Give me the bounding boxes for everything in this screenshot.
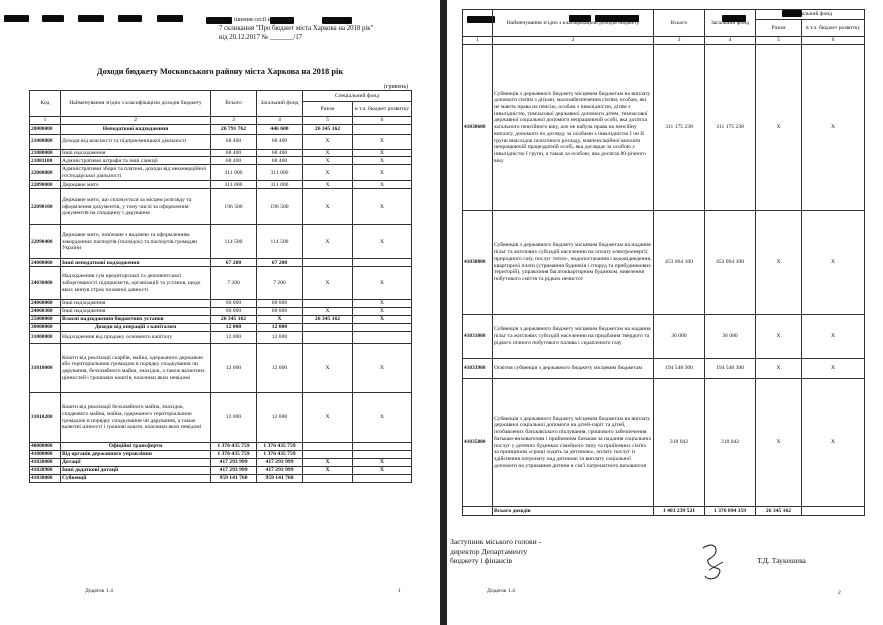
- row-general: 60 000: [257, 300, 303, 308]
- row-special: [303, 324, 353, 332]
- row-special: X: [303, 467, 353, 475]
- row-dev: X: [353, 467, 412, 475]
- row-general: 12 000: [257, 332, 303, 344]
- row-dev: X: [353, 149, 412, 157]
- header-convocation-line: 7 скликання "Про бюджет міста Харкова на 2018 рік": [219, 25, 374, 32]
- row-name: Надходження сум кредиторської та депонентської заборгованості підприємств, організацій та установ, щодо яких минув строк позовної давності: [61, 267, 211, 300]
- table-row: [30, 475, 412, 483]
- row-name: Доходи від власності та підприємницької діяльності: [61, 134, 211, 149]
- row-total: 311 000: [211, 165, 257, 181]
- row-name: Інші неподаткові надходження: [61, 259, 211, 267]
- row-name: Власні надходження бюджетних установ: [61, 316, 211, 324]
- col-number: 4: [257, 117, 303, 125]
- row-special: 26 345 162: [303, 124, 353, 134]
- table-row: [30, 443, 412, 451]
- header-decision-line: ішення сесії ької ради: [234, 16, 292, 23]
- row-total: 196 500: [211, 189, 257, 225]
- row-general: 311 000: [257, 165, 303, 181]
- col-number-row: [463, 37, 865, 45]
- row-name: Адміністративні збори та платежі, доходи від некомерційної господарської діяльності: [61, 165, 211, 181]
- row-general: 417 293 999: [257, 459, 303, 467]
- footer-annex-label: Додаток 1.4: [85, 588, 113, 594]
- row-total: 1 403 239 521: [654, 507, 705, 516]
- col-number: 3: [654, 37, 705, 45]
- row-special: [303, 332, 353, 344]
- signatory-title-line1: Заступник міського голови -: [450, 537, 542, 546]
- row-dev: X: [802, 359, 865, 379]
- table-row: [30, 324, 412, 332]
- row-total: 67 200: [211, 259, 257, 267]
- row-special: X: [303, 165, 353, 181]
- row-dev: [353, 451, 412, 459]
- row-code: 41030000: [30, 475, 61, 483]
- row-special: X: [303, 134, 353, 149]
- row-name: Субвенція з державного бюджету місцевим бюджетам на надання пільг та житлових субсидій населенню на оплату електроенергії, природного газу, послуг тепло-, водопостачання і водовідведення, квартирної плати (утримання будинків і споруд та прибудинкових територій), управління багатоквартирним будинком, вивезення побутового сміття та рідких нечистот: [493, 211, 654, 315]
- row-dev: [353, 124, 412, 134]
- row-dev: [802, 507, 865, 516]
- redaction-bar: [322, 17, 352, 24]
- row-dev: [353, 443, 412, 451]
- row-special: X: [303, 181, 353, 189]
- row-total: 453 064 100: [654, 211, 705, 315]
- table-row: [30, 259, 412, 267]
- row-general: 959 141 760: [257, 475, 303, 483]
- row-special: X: [756, 315, 802, 359]
- unit-label: (гривень): [384, 84, 409, 90]
- col-number: 1: [463, 37, 493, 45]
- row-code: 41031000: [463, 315, 493, 359]
- table-row: [30, 393, 412, 443]
- col-header-general: Загальний фонд: [257, 91, 303, 117]
- col-header-special-total: Разом: [756, 20, 802, 37]
- row-name: Інші надходження: [61, 149, 211, 157]
- row-total: 959 141 760: [211, 475, 257, 483]
- row-general: 12 000: [257, 393, 303, 443]
- row-code: 22090000: [30, 181, 61, 189]
- row-code: 31000000: [30, 332, 61, 344]
- col-header-general: Загальний фонд: [705, 10, 756, 37]
- row-name: Надходження від продажу основного капіталу: [61, 332, 211, 344]
- row-total: 417 293 999: [211, 467, 257, 475]
- row-dev: X: [353, 157, 412, 165]
- row-general: 1 376 435 759: [257, 443, 303, 451]
- table-row: [463, 45, 865, 211]
- row-special: X: [303, 393, 353, 443]
- col-header-name: Найменування згідно з класифікацією доходів бюджету: [493, 10, 654, 37]
- row-name: Кошти від реалізації скарбів, майна, одержаного державою або територіальною громадою в порядку спадкування чи дарування, безхазяйного майна, знахідок, а також валютних цінностей і грошових коштів, власники яких невідомі: [61, 344, 211, 393]
- table-row: [30, 451, 412, 459]
- row-code: 41030800: [463, 211, 493, 315]
- row-special: X: [303, 157, 353, 165]
- signatory-name: Т.Д. Таукешева: [757, 556, 806, 565]
- page-number: 1: [398, 588, 401, 594]
- row-general: 7 200: [257, 267, 303, 300]
- row-special: X: [303, 344, 353, 393]
- row-code: 22000000: [30, 165, 61, 181]
- col-number: 2: [61, 117, 211, 125]
- row-general: 114 500: [257, 225, 303, 259]
- row-general: 36 080: [705, 315, 756, 359]
- header-date-line: від 20.12.2017 № _______/17: [219, 34, 303, 41]
- table-row: [30, 134, 412, 149]
- row-code: 24060300: [30, 308, 61, 316]
- row-code: 20000000: [30, 124, 61, 134]
- table-row: [30, 316, 412, 324]
- row-general: 311 000: [257, 181, 303, 189]
- row-code: 41000000: [30, 451, 61, 459]
- row-dev: X: [353, 165, 412, 181]
- col-number: 4: [705, 37, 756, 45]
- row-general: 68 400: [257, 149, 303, 157]
- page-number: 2: [838, 590, 841, 596]
- row-dev: X: [353, 189, 412, 225]
- col-number: 6: [802, 37, 865, 45]
- row-special: [303, 443, 353, 451]
- row-special: X: [756, 211, 802, 315]
- row-dev: X: [802, 45, 865, 211]
- row-name: Інші надходження: [61, 300, 211, 308]
- row-name: Державне мито, що сплачується за місцем розгляду та оформлення документів, у тому числі за оформлення документів на спадщину і дарування: [61, 189, 211, 225]
- col-number: 3: [211, 117, 257, 125]
- row-total: 60 000: [211, 300, 257, 308]
- revenue-table: [29, 90, 412, 483]
- handwritten-signature: [697, 540, 731, 584]
- row-total: 194 548 300: [654, 359, 705, 379]
- row-dev: X: [353, 344, 412, 393]
- row-special: [303, 259, 353, 267]
- table-row: [463, 211, 865, 315]
- row-special: 26 345 162: [303, 316, 353, 324]
- row-name: Дотації: [61, 459, 211, 467]
- row-dev: X: [353, 316, 412, 324]
- revenue-table-continued: [462, 9, 865, 516]
- row-special: X: [756, 45, 802, 211]
- row-general: 1 376 894 359: [705, 507, 756, 516]
- row-name: Офіційні трансферти: [61, 443, 211, 451]
- row-code: 24060000: [30, 300, 61, 308]
- row-name: Субвенція з державного бюджету місцевим бюджетам на надання пільг та житлових субсидій населенню на придбання твердого та рідкого пічного побутового палива і скрапленого газу: [493, 315, 654, 359]
- row-name: Інші додаткові дотації: [61, 467, 211, 475]
- row-total: 417 293 999: [211, 459, 257, 467]
- document-title: Доходи бюджету Московського району міста Харкова на 2018 рік: [96, 67, 344, 76]
- row-dev: X: [353, 459, 412, 467]
- table-row: [30, 181, 412, 189]
- row-general: 446 600: [257, 124, 303, 134]
- table-row: [30, 165, 412, 181]
- row-code: 31010000: [30, 344, 61, 393]
- col-number-row: [30, 117, 412, 125]
- row-special: X: [303, 189, 353, 225]
- col-number: 5: [303, 117, 353, 125]
- table-row: [30, 467, 412, 475]
- row-general: 196 500: [257, 189, 303, 225]
- total-row: [463, 507, 865, 516]
- row-dev: X: [802, 379, 865, 507]
- row-special: X: [303, 225, 353, 259]
- row-name: Субвенція з державного бюджету місцевим бюджетам на виплату допомоги сім'ям з дітьми, малозабезпеченим сім'ям, особам, які не мають права на пенсію, особам з інвалідністю, дітям з інвалідністю, тимчасової державної допомоги дітям, тимчасової державної соціальної допомоги непрацюючій особі, яка досягла загального пенсійного віку, але не набула права на пенсійну виплату, допомоги по догляду за особами з інвалідністю I чи II групи внаслідок психічного розладу, компенсаційної виплати непрацюючій працездатній особі, яка доглядає за особою з інвалідністю I групи, а також за особою, яка досягла 80-річного віку: [493, 45, 654, 211]
- right-page: [447, 0, 883, 625]
- redaction-bar: [78, 15, 104, 22]
- row-total: 68 400: [211, 157, 257, 165]
- row-code: 41020000: [30, 459, 61, 467]
- row-code: 22090400: [30, 225, 61, 259]
- table-row: [30, 459, 412, 467]
- row-name: Неподаткові надходження: [61, 124, 211, 134]
- col-header-total: Всього: [211, 91, 257, 117]
- row-name: Кошти від реалізації безхазяйного майна, знахідок, спадкового майна, майна, одержаного територіальною громадою в порядку спадкування чи дарування, а також валютні цінності і грошові кошти, власники яких невідомі: [61, 393, 211, 443]
- row-special: 26 345 162: [756, 507, 802, 516]
- row-special: X: [756, 359, 802, 379]
- row-total: 311 175 238: [654, 45, 705, 211]
- signature-block: [450, 537, 541, 566]
- left-page: [0, 0, 440, 625]
- col-header-total: Всього: [654, 10, 705, 37]
- col-header-code: Код: [30, 91, 61, 117]
- row-special: X: [303, 459, 353, 467]
- row-general: 68 400: [257, 134, 303, 149]
- table-row: [463, 315, 865, 359]
- row-code: 22090100: [30, 189, 61, 225]
- row-total: 1 376 435 759: [211, 451, 257, 459]
- row-total: 26 345 162: [211, 316, 257, 324]
- table-row: [30, 157, 412, 165]
- row-total: 12 000: [211, 324, 257, 332]
- col-header-special-dev: в т.ч. бюджет розвитку: [802, 20, 865, 37]
- row-code: 21081100: [30, 157, 61, 165]
- row-code: [463, 507, 493, 516]
- redaction-bar: [206, 17, 232, 24]
- row-code: 41035800: [463, 379, 493, 507]
- row-dev: X: [353, 308, 412, 316]
- redaction-bar: [4, 15, 29, 22]
- row-code: 41033900: [463, 359, 493, 379]
- row-total: 318 042: [654, 379, 705, 507]
- row-general: 318 042: [705, 379, 756, 507]
- row-total: 1 376 435 759: [211, 443, 257, 451]
- row-general: 12 000: [257, 344, 303, 393]
- redaction-bar: [42, 15, 64, 22]
- row-general: 417 293 999: [257, 467, 303, 475]
- col-header-special: Спеціальний фонд: [756, 10, 865, 20]
- row-name: Адміністративні штрафи та інші санкції: [61, 157, 211, 165]
- row-general: 60 000: [257, 308, 303, 316]
- row-name: Субвенція з державного бюджету місцевим бюджетам на виплату державної соціальної допомоги на дітей-сиріт та дітей, позбавлених батьківського піклування, грошового забезпечення батькам-вихователям і прийомним батькам за надання соціальних послуг у дитячих будинках сімейного типу та прийомних сім'ях за принципом «гроші ходять за дитиною», оплату послуг із здійснення патронату над дитиною та виплату соціальної допомоги на утримання дитини в сім'ї патронатного вихователя: [493, 379, 654, 507]
- row-general: 1 376 435 759: [257, 451, 303, 459]
- redaction-bar: [118, 15, 142, 22]
- row-dev: [353, 324, 412, 332]
- row-code: 24030000: [30, 267, 61, 300]
- table-row: [30, 308, 412, 316]
- col-header-special-total: Разом: [303, 102, 353, 117]
- row-general: X: [257, 316, 303, 324]
- row-dev: X: [353, 300, 412, 308]
- row-dev: [353, 332, 412, 344]
- row-total: 36 080: [654, 315, 705, 359]
- row-dev: X: [353, 393, 412, 443]
- col-number: 5: [756, 37, 802, 45]
- col-header-special: Спеціальний фонд: [303, 91, 412, 102]
- row-total: 12 000: [211, 393, 257, 443]
- signatory-title-line2: директор Департаменту: [450, 546, 528, 556]
- table-row: [30, 332, 412, 344]
- row-code: 40000000: [30, 443, 61, 451]
- row-total: 68 400: [211, 149, 257, 157]
- row-special: [303, 451, 353, 459]
- table-row: [30, 344, 412, 393]
- col-number: 1: [30, 117, 61, 125]
- row-code: 30000000: [30, 324, 61, 332]
- row-code: 21080000: [30, 149, 61, 157]
- table-row: [30, 300, 412, 308]
- footer-annex-label: Додаток 1.4: [487, 588, 515, 594]
- row-total: 60 000: [211, 308, 257, 316]
- table-row: [30, 149, 412, 157]
- row-name: Всього доходів: [493, 507, 654, 516]
- row-dev: X: [353, 134, 412, 149]
- row-code: 21000000: [30, 134, 61, 149]
- row-name: Субвенції: [61, 475, 211, 483]
- row-name: Державне мито: [61, 181, 211, 189]
- col-header-name: Найменування згідно з класифікацією доходів бюджету: [61, 91, 211, 117]
- row-dev: [353, 259, 412, 267]
- row-dev: X: [353, 225, 412, 259]
- row-dev: X: [802, 211, 865, 315]
- row-special: [303, 475, 353, 483]
- col-header-special-dev: в т.ч. бюджет розвитку: [353, 102, 412, 117]
- col-header-code: [463, 10, 493, 37]
- col-number: 2: [493, 37, 654, 45]
- col-number: 6: [353, 117, 412, 125]
- row-total: 114 500: [211, 225, 257, 259]
- table-row: [463, 379, 865, 507]
- row-general: 453 064 100: [705, 211, 756, 315]
- row-special: X: [303, 308, 353, 316]
- row-name: Інші надходження: [61, 308, 211, 316]
- row-total: 12 000: [211, 344, 257, 393]
- table-row: [30, 124, 412, 134]
- row-special: X: [756, 379, 802, 507]
- row-dev: [353, 475, 412, 483]
- row-code: 31010200: [30, 393, 61, 443]
- row-total: 68 400: [211, 134, 257, 149]
- table-row: [30, 225, 412, 259]
- page-gutter: [440, 0, 447, 625]
- row-dev: X: [353, 181, 412, 189]
- row-total: 12 000: [211, 332, 257, 344]
- table-row: [463, 359, 865, 379]
- row-code: 41030600: [463, 45, 493, 211]
- redaction-bar: [157, 15, 183, 22]
- row-general: 67 200: [257, 259, 303, 267]
- table-row: [30, 189, 412, 225]
- row-code: 25000000: [30, 316, 61, 324]
- row-name: Від органів державного управління: [61, 451, 211, 459]
- signatory-title-line3: бюджету і фінансів: [450, 556, 513, 566]
- row-special: [303, 300, 353, 308]
- row-general: 12 000: [257, 324, 303, 332]
- row-general: 68 400: [257, 157, 303, 165]
- row-code: 24000000: [30, 259, 61, 267]
- row-general: 194 548 300: [705, 359, 756, 379]
- row-total: 7 200: [211, 267, 257, 300]
- row-name: Освітня субвенція з державного бюджету місцевим бюджетам: [493, 359, 654, 379]
- row-code: 41020900: [30, 467, 61, 475]
- row-dev: X: [802, 315, 865, 359]
- row-name: Державне мито, пов'язане з видачею та оформленням закордонних паспортів (посвідок) та паспортів громадян України: [61, 225, 211, 259]
- row-special: X: [303, 267, 353, 300]
- row-general: 311 175 238: [705, 45, 756, 211]
- row-special: X: [303, 149, 353, 157]
- row-name: Доходи від операцій з капіталом: [61, 324, 211, 332]
- row-total: 311 000: [211, 181, 257, 189]
- row-total: 26 791 762: [211, 124, 257, 134]
- row-dev: X: [353, 267, 412, 300]
- table-row: [30, 267, 412, 300]
